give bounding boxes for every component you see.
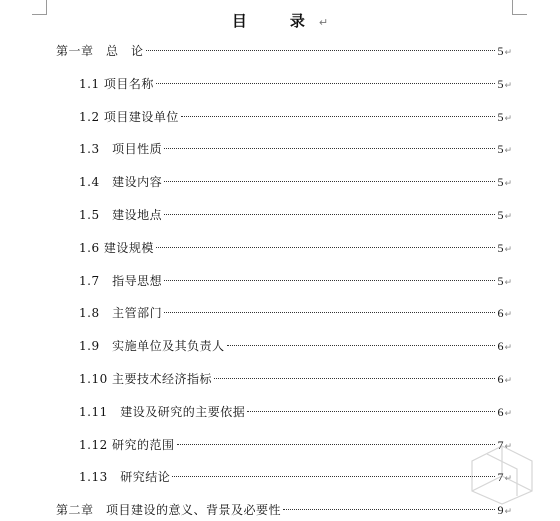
paragraph-mark-icon: ↵ xyxy=(504,179,512,190)
toc-page-number: 6 xyxy=(497,339,504,354)
paragraph-mark-icon: ↵ xyxy=(504,441,512,452)
toc-entry-text: 1.13 研究结论 xyxy=(79,470,171,485)
toc-entry-text: 1.4 建设内容 xyxy=(79,175,163,190)
paragraph-mark-icon: ↵ xyxy=(504,113,512,124)
toc-entry-text: 1.9 实施单位及其负责人 xyxy=(79,339,225,354)
toc-dot-leader xyxy=(164,181,495,182)
toc-section-entry[interactable] xyxy=(79,173,512,191)
paragraph-mark-icon: ↵ xyxy=(504,507,512,518)
toc-page-number: 5 xyxy=(497,208,504,222)
toc-chapter-entry[interactable] xyxy=(56,42,512,60)
toc-dot-leader xyxy=(181,116,496,117)
toc-dot-leader xyxy=(164,214,495,215)
paragraph-mark-icon: ↵ xyxy=(504,48,512,58)
toc-dot-leader xyxy=(164,280,495,281)
toc-section-entry[interactable] xyxy=(79,370,512,388)
toc-entry-text: 1.5 建设地点 xyxy=(79,208,163,222)
paragraph-mark-icon: ↵ xyxy=(504,212,512,222)
paragraph-mark-icon: ↵ xyxy=(504,376,512,386)
toc-dot-leader xyxy=(146,50,496,51)
paragraph-mark-icon: ↵ xyxy=(504,408,512,419)
toc-dot-leader xyxy=(156,83,496,84)
toc-entry-text: 1.7 指导思想 xyxy=(79,273,163,288)
toc-page-number: 6 xyxy=(497,306,504,321)
toc-section-entry[interactable] xyxy=(79,403,512,421)
toc-page-number: 5 xyxy=(497,44,504,58)
toc-page-number: 7 xyxy=(497,470,504,485)
paragraph-mark-icon: ↵ xyxy=(504,146,512,157)
toc-title-text: 目 录 xyxy=(231,12,319,30)
toc-entry-text: 1.3 项目性质 xyxy=(79,142,163,157)
watermark-logo-icon xyxy=(432,436,552,506)
toc-page-number: 5 xyxy=(497,76,504,91)
toc-entry-text: 1.8 主管部门 xyxy=(79,306,163,321)
paragraph-mark-icon: ↵ xyxy=(504,277,512,288)
toc-dot-leader xyxy=(164,148,495,149)
paragraph-mark-icon: ↵ xyxy=(504,343,512,354)
toc-section-entry[interactable] xyxy=(79,75,512,93)
toc-page-number: 5 xyxy=(497,175,504,190)
toc-entry-text: 1.2 项目建设单位 xyxy=(79,109,179,124)
toc-page-number: 5 xyxy=(497,240,504,255)
toc-section-entry[interactable] xyxy=(79,108,512,126)
toc-page-number: 5 xyxy=(497,109,504,124)
toc-entry-text: 1.6 建设规模 xyxy=(79,240,154,255)
toc-section-entry[interactable] xyxy=(79,140,512,158)
toc-entry-text: 1.10 主要技术经济指标 xyxy=(79,372,213,386)
toc-entry-text: 第一章 总 论 xyxy=(56,44,144,58)
toc-page-number: 6 xyxy=(497,372,504,386)
toc-page-number: 6 xyxy=(497,404,504,419)
toc-section-entry[interactable] xyxy=(79,272,512,290)
toc-page-number: 9 xyxy=(497,503,504,518)
toc-section-entry[interactable] xyxy=(79,337,512,355)
toc-dot-leader xyxy=(227,345,496,346)
paragraph-mark-icon: ↵ xyxy=(504,474,512,485)
toc-dot-leader xyxy=(214,378,495,379)
toc-entry-text: 第二章 项目建设的意义、背景及必要性 xyxy=(56,503,282,518)
toc-entry-text: 1.12 研究的范围 xyxy=(79,437,175,452)
toc-dot-leader xyxy=(156,247,496,248)
toc-dot-leader xyxy=(283,509,495,510)
toc-page-number: 7 xyxy=(497,437,504,452)
toc-section-entry[interactable] xyxy=(79,304,512,322)
toc-entry-text: 1.11 建设及研究的主要依据 xyxy=(79,404,246,419)
toc-dot-leader xyxy=(247,411,495,412)
paragraph-mark-icon: ↵ xyxy=(504,80,512,91)
toc-page-number: 5 xyxy=(497,273,504,288)
paragraph-mark-icon: ↵ xyxy=(504,244,512,255)
toc-page-number: 5 xyxy=(497,142,504,157)
paragraph-mark-icon: ↵ xyxy=(504,310,512,321)
toc-dot-leader xyxy=(164,312,495,313)
toc-section-entry[interactable] xyxy=(79,206,512,224)
toc-entry-text: 1.1 项目名称 xyxy=(79,76,154,91)
paragraph-mark-icon: ↵ xyxy=(318,16,329,29)
toc-section-entry[interactable] xyxy=(79,239,512,257)
